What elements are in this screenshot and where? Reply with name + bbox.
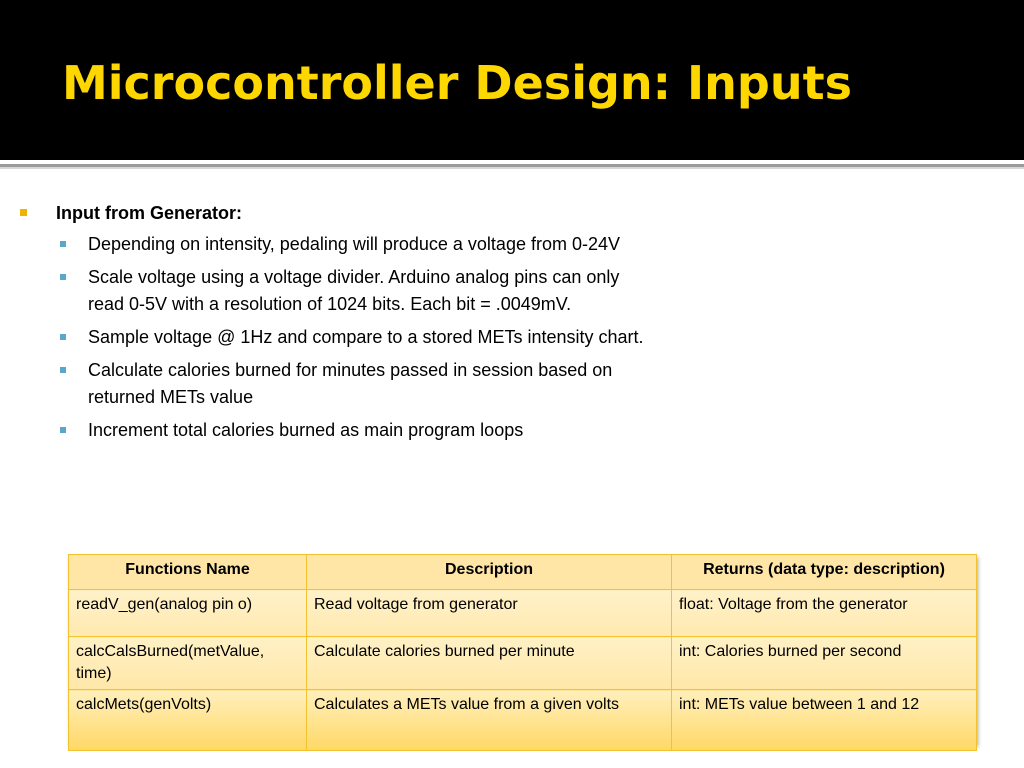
list-item-text: Scale voltage using a voltage divider. Arduino analog pins can only read 0-5V with a resolution of 1024 bits. Each bit = .0049mV.	[88, 267, 620, 314]
table-cell: Calculate calories burned per minute	[307, 637, 672, 690]
list-item-text: Calculate calories burned for minutes passed in session based on returned METs value	[88, 360, 613, 407]
table-cell: readV_gen(analog pin o)	[69, 590, 307, 637]
list-item-text: Sample voltage @ 1Hz and compare to a stored METs intensity chart.	[88, 327, 644, 347]
slide-title: Microcontroller Design: Inputs	[62, 56, 852, 110]
functions-table-grid	[68, 554, 977, 751]
list-item	[20, 264, 660, 318]
divider-line	[0, 167, 1024, 169]
column-header-returns: Returns (data type: description)	[672, 555, 977, 590]
table-header-row	[69, 555, 977, 590]
square-bullet-icon	[60, 241, 66, 247]
column-header-function-name: Functions Name	[69, 555, 307, 590]
list-item	[20, 324, 660, 351]
title-bar	[0, 0, 1024, 160]
table-cell: int: Calories burned per second	[672, 637, 977, 690]
list-item-text: Depending on intensity, pedaling will produce a voltage from 0-24V	[88, 234, 620, 254]
square-bullet-icon	[60, 274, 66, 280]
square-bullet-icon	[20, 209, 27, 216]
bullet-heading-text: Input from Generator:	[56, 203, 243, 223]
table-cell: int: METs value between 1 and 12	[672, 690, 977, 751]
square-bullet-icon	[60, 367, 66, 373]
bullet-heading	[20, 200, 660, 227]
table-cell: Read voltage from generator	[307, 590, 672, 637]
table-cell: Calculates a METs value from a given volts	[307, 690, 672, 751]
table-row	[69, 690, 977, 751]
square-bullet-icon	[60, 427, 66, 433]
list-item-text: Increment total calories burned as main program loops	[88, 420, 524, 440]
table-cell: calcMets(genVolts)	[69, 690, 307, 751]
table-cell: float: Voltage from the generator	[672, 590, 977, 637]
table-cell: calcCalsBurned(metValue, time)	[69, 637, 307, 690]
bullet-list	[20, 200, 660, 450]
functions-table	[68, 554, 976, 744]
table-row	[69, 590, 977, 637]
column-header-description: Description	[307, 555, 672, 590]
table-row	[69, 637, 977, 690]
list-item	[20, 357, 660, 411]
square-bullet-icon	[60, 334, 66, 340]
list-item	[20, 417, 660, 444]
list-item	[20, 231, 660, 258]
